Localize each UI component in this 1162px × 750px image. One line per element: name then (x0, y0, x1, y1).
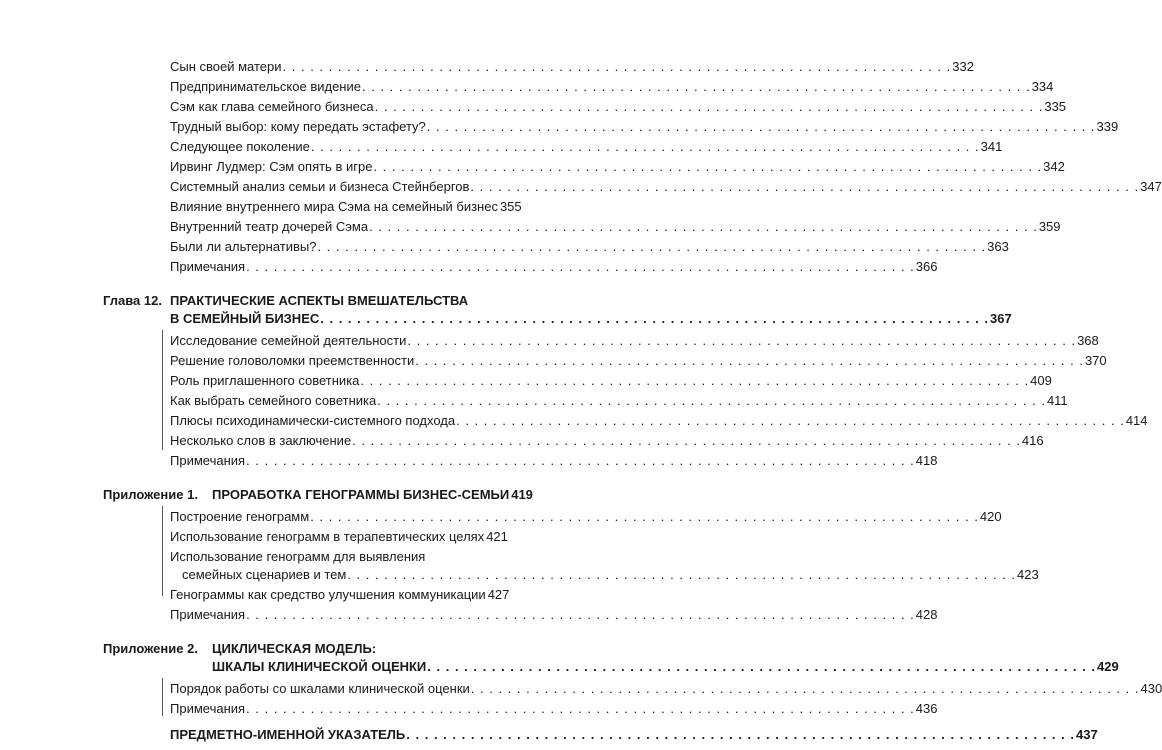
appendix-title-line1[interactable] (212, 640, 500, 657)
toc-entry-page: 339 (1096, 119, 1119, 134)
section-bracket (162, 330, 166, 450)
leader-dots: . . . . . . . . . . . . . . . . . . . . . . . . . . . . . . . . . . . . . . . . . . . . . . . . . . . . . . . . . . . . . . . . . . . . . . . . . (246, 701, 915, 716)
toc-entry-page: 332 (952, 59, 974, 74)
index-entry[interactable] (170, 726, 1098, 743)
toc-entry[interactable] (170, 238, 1009, 255)
section-bracket (162, 506, 166, 596)
chapter-title: ПРАКТИЧЕСКИЕ АСПЕКТЫ ВМЕШАТЕЛЬСТВА (170, 293, 469, 308)
toc-entry[interactable] (170, 586, 510, 603)
toc-entry-title: Сын своей матери (170, 59, 282, 74)
toc-entry[interactable] (170, 178, 1162, 195)
chapter-label: Глава 12. (103, 293, 162, 308)
toc-entry-title: Ирвинг Лудмер: Сэм опять в игре (170, 159, 373, 174)
toc-entry-title: Сэм как глава семейного бизнеса (170, 99, 374, 114)
toc-entry-title: Роль приглашенного советника (170, 373, 360, 388)
toc-entry-title: Использование генограмм в терапевтических целях (170, 529, 485, 544)
toc-entry-line2[interactable] (182, 566, 1039, 583)
toc-entry-line1[interactable] (170, 548, 500, 565)
leader-dots: . . . . . . . . . . . . . . . . . . . . . . . . . . . . . . . . . . . . . . . . . . . . . . . . . . . . . . . . . . . . . . . . . . . . . . . . . (317, 239, 987, 254)
toc-entry-page: 427 (487, 587, 510, 602)
leader-dots: . . . . . . . . . . . . . . . . . . . . . . . . . . . . . . . . . . . . . . . . . . . . . . . . . . . . . . . . . . . . . . . . . . . . . . . . . (310, 509, 979, 524)
toc-entry-title: Были ли альтернативы? (170, 239, 317, 254)
appendix-title: ПРОРАБОТКА ГЕНОГРАММЫ БИЗНЕС-СЕМЬИ (212, 487, 510, 502)
leader-dots: . . . . . . . . . . . . . . . . . . . . . . . . . . . . . . . . . . . . . . . . . . . . . . . . . . . . . . . . . . . . . . . . . . . . . . . . . (360, 373, 1030, 388)
toc-entry[interactable] (170, 78, 1054, 95)
toc-entry-title: Плюсы психодинамически-системного подхода (170, 413, 456, 428)
toc-entry-page: 366 (915, 259, 938, 274)
section-bracket (162, 678, 166, 716)
toc-entry-title: Влияние внутреннего мира Сэма на семейный бизнес (170, 199, 498, 214)
appendix-page: 429 (1097, 659, 1119, 674)
toc-entry[interactable] (170, 258, 938, 275)
toc-entry-title: Генограммы как средство улучшения коммуникации (170, 587, 486, 602)
appendix-heading-entry[interactable] (212, 658, 1119, 675)
toc-entry-page: 428 (915, 607, 938, 622)
leader-dots: . . . . . . . . . . . . . . . . . . . . . . . . . . . . . . . . . . . . . . . . . . . . . . . . . . . . . . . . . . . . . . . . . . . . . . . . . (415, 353, 1084, 368)
toc-entry[interactable] (170, 528, 508, 545)
toc-entry[interactable] (170, 432, 1044, 449)
toc-entry-title: Исследование семейной деятельности (170, 333, 407, 348)
toc-entry-page: 355 (499, 199, 522, 214)
leader-dots: . . . . . . . . . . . . . . . . . . . . . . . . . . . . . . . . . . . . . . . . . . . . . . . . . . . . . . . . . . . . . . . . . . . . . . . . . (282, 59, 952, 74)
toc-entry-page: 370 (1084, 353, 1107, 368)
toc-entry-title: Использование генограмм для выявления (170, 549, 426, 564)
leader-dots: . . . . . . . . . . . . . . . . . . . . . . . . . . . . . . . . . . . . . . . . . . . . . . . . . . . . . . . . . . . . . . . . . . . . . . . . . (456, 413, 1125, 428)
toc-entry-title: Примечания (170, 453, 246, 468)
leader-dots: . . . . . . . . . . . . . . . . . . . . . . . . . . . . . . . . . . . . . . . . . . . . . . . . . . . . . . . . . . . . . . . . . . . . . . . . . (374, 99, 1044, 114)
chapter-heading-entry[interactable] (170, 310, 1012, 327)
toc-entry-page: 421 (486, 529, 508, 544)
toc-entry-page: 359 (1038, 219, 1061, 234)
toc-entry-title: Построение генограмм (170, 509, 310, 524)
toc-entry-page: 368 (1077, 333, 1099, 348)
toc-entry-page: 430 (1140, 681, 1162, 696)
toc-entry-page: 347 (1140, 179, 1162, 194)
leader-dots: . . . . . . . . . . . . . . . . . . . . . . . . . . . . . . . . . . . . . . . . . . . . . . . . . . . . . . . . . . . . . . . . . . . . . . . . . (470, 179, 1140, 194)
toc-entry[interactable] (170, 508, 1002, 525)
toc-entry-page: 423 (1017, 567, 1039, 582)
toc-entry-title: Предпринимательское видение (170, 79, 361, 94)
appendix-title: ЦИКЛИЧЕСКАЯ МОДЕЛЬ: (212, 641, 377, 656)
toc-entry-title: Внутренний театр дочерей Сэма (170, 219, 369, 234)
toc-entry-title: Решение головоломки преемственности (170, 353, 415, 368)
toc-entry-title-cont: семейных сценариев и тем (182, 567, 347, 582)
toc-entry[interactable] (170, 372, 1052, 389)
toc-entry[interactable] (170, 680, 1162, 697)
toc-entry-title: Системный анализ семьи и бизнеса Стейнбергов (170, 179, 470, 194)
toc-entry[interactable] (170, 118, 1119, 135)
leader-dots: . . . . . . . . . . . . . . . . . . . . . . . . . . . . . . . . . . . . . . . . . . . . . . . . . . . . . . . . . . . . . . . . . . . . . . . . . (470, 681, 1140, 696)
appendix-label: Приложение 1. (103, 487, 198, 502)
toc-entry-page: 411 (1046, 393, 1068, 408)
toc-entry[interactable] (170, 392, 1068, 409)
leader-dots: . . . . . . . . . . . . . . . . . . . . . . . . . . . . . . . . . . . . . . . . . . . . . . . . . . . . . . . . . . . . . . . . . . . . . . . . . (320, 311, 989, 326)
appendix-page: 419 (511, 487, 533, 502)
toc-entry-page: 409 (1030, 373, 1052, 388)
toc-entry[interactable] (170, 352, 1107, 369)
toc-entry[interactable] (170, 700, 938, 717)
leader-dots: . . . . . . . . . . . . . . . . . . . . . . . . . . . . . . . . . . . . . . . . . . . . . . . . . . . . . . . . . . . . . . . . . . . . . . . . . (377, 393, 1046, 408)
toc-entry[interactable] (170, 452, 938, 469)
leader-dots: . . . . . . . . . . . . . . . . . . . . . . . . . . . . . . . . . . . . . . . . . . . . . . . . . . . . . . . . . . . . . . . . . . . . . . . . . (407, 333, 1077, 348)
toc-entry-title: Как выбрать семейного советника (170, 393, 377, 408)
leader-dots: . . . . . . . . . . . . . . . . . . . . . . . . . . . . . . . . . . . . . . . . . . . . . . . . . . . . . . . . . . . . . . . . . . . . . . . . . (406, 727, 1075, 742)
toc-entry[interactable] (170, 606, 938, 623)
leader-dots: . . . . . . . . . . . . . . . . . . . . . . . . . . . . . . . . . . . . . . . . . . . . . . . . . . . . . . . . . . . . . . . . . . . . . . . . . (373, 159, 1043, 174)
leader-dots: . . . . . . . . . . . . . . . . . . . . . . . . . . . . . . . . . . . . . . . . . . . . . . . . . . . . . . . . . . . . . . . . . . . . . . . . . (246, 453, 915, 468)
toc-entry-title: Примечания (170, 607, 246, 622)
toc-entry-page: 363 (987, 239, 1009, 254)
leader-dots: . . . . . . . . . . . . . . . . . . . . . . . . . . . . . . . . . . . . . . . . . . . . . . . . . . . . . . . . . . . . . . . . . . . . . . . . . (352, 433, 1021, 448)
leader-dots: . . . . . . . . . . . . . . . . . . . . . . . . . . . . . . . . . . . . . . . . . . . . . . . . . . . . . . . . . . . . . . . . . . . . . . . . . (426, 119, 1096, 134)
chapter-page: 367 (989, 311, 1012, 326)
appendix-heading-entry[interactable] (212, 486, 533, 503)
leader-dots: . . . . . . . . . . . . . . . . . . . . . . . . . . . . . . . . . . . . . . . . . . . . . . . . . . . . . . . . . . . . . . . . . . . . . . . . . (246, 607, 915, 622)
toc-entry-page: 414 (1125, 413, 1148, 428)
toc-entry-page: 334 (1031, 79, 1054, 94)
toc-entry-title: Порядок работы со шкалами клинической оценки (170, 681, 470, 696)
toc-entry[interactable] (170, 98, 1067, 115)
leader-dots: . . . . . . . . . . . . . . . . . . . . . . . . . . . . . . . . . . . . . . . . . . . . . . . . . . . . . . . . . . . . . . . . . . . . . . . . . (310, 139, 980, 154)
toc-entry[interactable] (170, 218, 1061, 235)
index-title: ПРЕДМЕТНО-ИМЕННОЙ УКАЗАТЕЛЬ (170, 727, 406, 742)
leader-dots: . . . . . . . . . . . . . . . . . . . . . . . . . . . . . . . . . . . . . . . . . . . . . . . . . . . . . . . . . . . . . . . . . . . . . . . . . (369, 219, 1038, 234)
toc-entry-page: 436 (915, 701, 938, 716)
toc-entry-page: 416 (1021, 433, 1044, 448)
toc-entry[interactable] (170, 412, 1148, 429)
chapter-title-line1[interactable] (170, 292, 500, 309)
toc-entry-title: Несколько слов в заключение (170, 433, 352, 448)
toc-entry-title: Следующее поколение (170, 139, 310, 154)
toc-entry-page: 418 (915, 453, 938, 468)
toc-entry[interactable] (170, 138, 1003, 155)
toc-entry[interactable] (170, 158, 1065, 175)
leader-dots: . . . . . . . . . . . . . . . . . . . . . . . . . . . . . . . . . . . . . . . . . . . . . . . . . . . . . . . . . . . . . . . . . . . . . . . . . (246, 259, 915, 274)
toc-entry-title: Трудный выбор: кому передать эстафету? (170, 119, 426, 134)
toc-entry[interactable] (170, 58, 974, 75)
chapter-title-line2: В СЕМЕЙНЫЙ БИЗНЕС (170, 311, 320, 326)
leader-dots: . . . . . . . . . . . . . . . . . . . . . . . . . . . . . . . . . . . . . . . . . . . . . . . . . . . . . . . . . . . . . . . . . . . . . . . . . (361, 79, 1031, 94)
appendix-title-line2: ШКАЛЫ КЛИНИЧЕСКОЙ ОЦЕНКИ (212, 659, 427, 674)
leader-dots: . . . . . . . . . . . . . . . . . . . . . . . . . . . . . . . . . . . . . . . . . . . . . . . . . . . . . . . . . . . . . . . . . . . . . . . . . (427, 659, 1096, 674)
appendix-label: Приложение 2. (103, 641, 198, 656)
toc-entry-title: Примечания (170, 259, 246, 274)
leader-dots: . . . . . . . . . . . . . . . . . . . . . . . . . . . . . . . . . . . . . . . . . . . . . . . . . . . . . . . . . . . . . . . . . . . . . . . . . (347, 567, 1017, 582)
toc-entry-page: 342 (1043, 159, 1065, 174)
toc-entry[interactable] (170, 332, 1099, 349)
toc-entry-page: 335 (1044, 99, 1067, 114)
toc-entry-page: 341 (980, 139, 1003, 154)
toc-entry[interactable] (170, 198, 522, 215)
toc-entry-page: 420 (979, 509, 1002, 524)
index-page: 437 (1076, 727, 1098, 742)
toc-entry-title: Примечания (170, 701, 246, 716)
